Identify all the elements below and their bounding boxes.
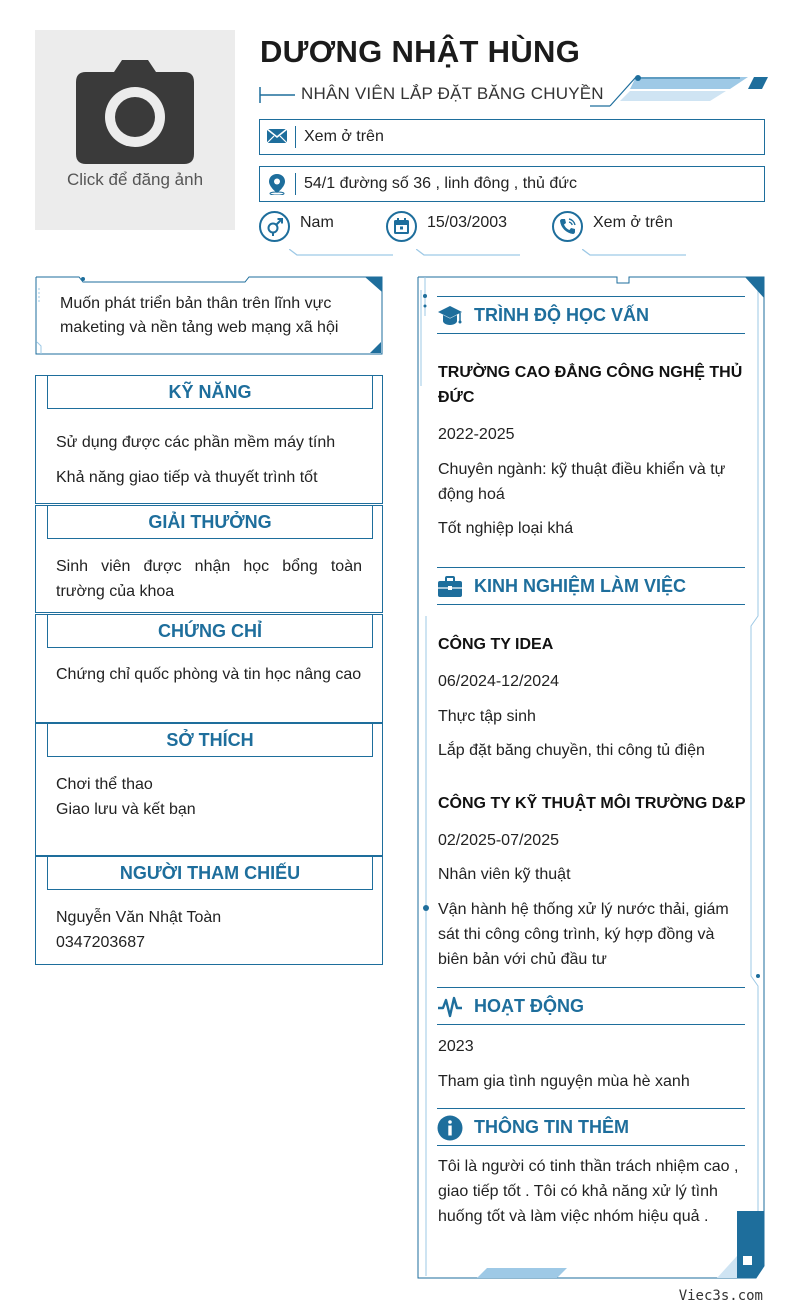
awards-heading: GIẢI THƯỞNG xyxy=(47,506,373,539)
additional-text: Tôi là người có tinh thần trách nhiệm cao , giao tiếp tốt . Tôi có khả năng xử lý tình huống tốt và làm việc nhóm hiệu quả . xyxy=(438,1158,739,1225)
gender-icon xyxy=(265,217,284,236)
job-period: 02/2025-07/2025 xyxy=(438,832,559,849)
email-value: Xem ở trên xyxy=(304,128,384,145)
experience-title: KINH NGHIỆM LÀM VIỆC xyxy=(474,576,687,596)
career-objective xyxy=(35,276,383,355)
experience-heading xyxy=(437,567,745,605)
mail-icon xyxy=(266,126,288,146)
skills-section xyxy=(35,375,383,504)
job-role: Thực tập sinh xyxy=(438,708,536,725)
title-decoration-icon xyxy=(259,87,295,103)
hobbies-section xyxy=(35,723,383,856)
skill-item: Khả năng giao tiếp và thuyết trình tốt xyxy=(56,469,318,486)
certificates-section xyxy=(35,614,383,723)
gender-value: Nam xyxy=(300,214,334,231)
education-school: TRƯỜNG CAO ĐẲNG CÔNG NGHỆ THỦ ĐỨC xyxy=(438,364,743,406)
phone-value: Xem ở trên xyxy=(593,214,673,231)
certificates-text: Chứng chỉ quốc phòng và tin học nâng cao xyxy=(56,666,362,683)
underline-icon xyxy=(582,249,690,257)
hobby-item: Giao lưu và kết bạn xyxy=(56,801,196,818)
education-grade: Tốt nghiệp loại khá xyxy=(438,520,574,537)
skills-heading: KỸ NĂNG xyxy=(47,376,373,409)
activity-text: Tham gia tình nguyện mùa hè xanh xyxy=(438,1073,690,1090)
email-field xyxy=(259,119,765,155)
header-decoration-icon xyxy=(590,74,770,114)
underline-icon xyxy=(416,249,524,257)
skill-item: Sử dụng được các phần mềm máy tính xyxy=(56,434,336,451)
awards-text: Sinh viên được nhận học bổng toàn trường của khoa xyxy=(56,558,362,600)
location-pin-icon xyxy=(266,173,288,195)
education-title: TRÌNH ĐỘ HỌC VẤN xyxy=(474,305,649,325)
job-description: Lắp đặt băng chuyền, thi công tủ điện xyxy=(438,742,705,759)
pulse-icon xyxy=(437,995,463,1019)
birthday-field xyxy=(386,209,521,251)
activity-year: 2023 xyxy=(438,1038,474,1055)
calendar-icon xyxy=(392,217,411,236)
job-period: 06/2024-12/2024 xyxy=(438,673,559,690)
reference-phone: 0347203687 xyxy=(56,934,145,951)
reference-name: Nguyễn Văn Nhật Toàn xyxy=(56,909,222,926)
camera-icon xyxy=(76,58,194,164)
graduation-cap-icon xyxy=(437,304,463,328)
birthday-value: 15/03/2003 xyxy=(427,214,508,231)
address-field xyxy=(259,166,765,202)
job-company: CÔNG TY KỸ THUẬT MÔI TRƯỜNG D&P xyxy=(438,795,746,812)
job-company: CÔNG TY IDEA xyxy=(438,636,554,653)
education-heading xyxy=(437,296,745,334)
hobby-item: Chơi thể thao xyxy=(56,776,153,793)
education-major: Chuyên ngành: kỹ thuật điều khiển và tự động hoá xyxy=(438,461,726,503)
objective-text: Muốn phát triển bản thân trên lĩnh vực maketing và nền tảng web mạng xã hội xyxy=(60,295,339,336)
address-value: 54/1 đường số 36 , linh đông , thủ đức xyxy=(304,175,577,192)
candidate-name: DƯƠNG NHẬT HÙNG xyxy=(260,34,581,69)
job-role: Nhân viên kỹ thuật xyxy=(438,866,571,883)
underline-icon xyxy=(289,249,397,257)
activities-heading xyxy=(437,987,745,1025)
info-icon xyxy=(437,1115,463,1141)
phone-icon xyxy=(558,217,577,236)
avatar-upload[interactable] xyxy=(35,30,235,230)
phone-field xyxy=(552,209,697,251)
briefcase-icon xyxy=(437,575,463,599)
awards-section xyxy=(35,505,383,613)
photo-upload-label: Click để đăng ảnh xyxy=(66,170,204,189)
additional-heading xyxy=(437,1108,745,1146)
job-description: Vận hành hệ thống xử lý nước thải, giám sát thi công công trình, ký hợp đồng và biên bản với chủ đầu tư xyxy=(438,901,729,968)
references-heading: NGƯỜI THAM CHIẾU xyxy=(47,857,373,890)
site-watermark: Viec3s.com xyxy=(678,1288,763,1304)
gender-field xyxy=(259,209,379,251)
additional-title: THÔNG TIN THÊM xyxy=(474,1117,629,1137)
job-title: NHÂN VIÊN LẮP ĐẶT BĂNG CHUYỀN xyxy=(301,84,604,103)
activities-title: HOẠT ĐỘNG xyxy=(474,996,584,1016)
certificates-heading: CHỨNG CHỈ xyxy=(47,615,373,648)
references-section xyxy=(35,856,383,965)
hobbies-heading: SỞ THÍCH xyxy=(47,724,373,757)
education-period: 2022-2025 xyxy=(438,426,515,443)
